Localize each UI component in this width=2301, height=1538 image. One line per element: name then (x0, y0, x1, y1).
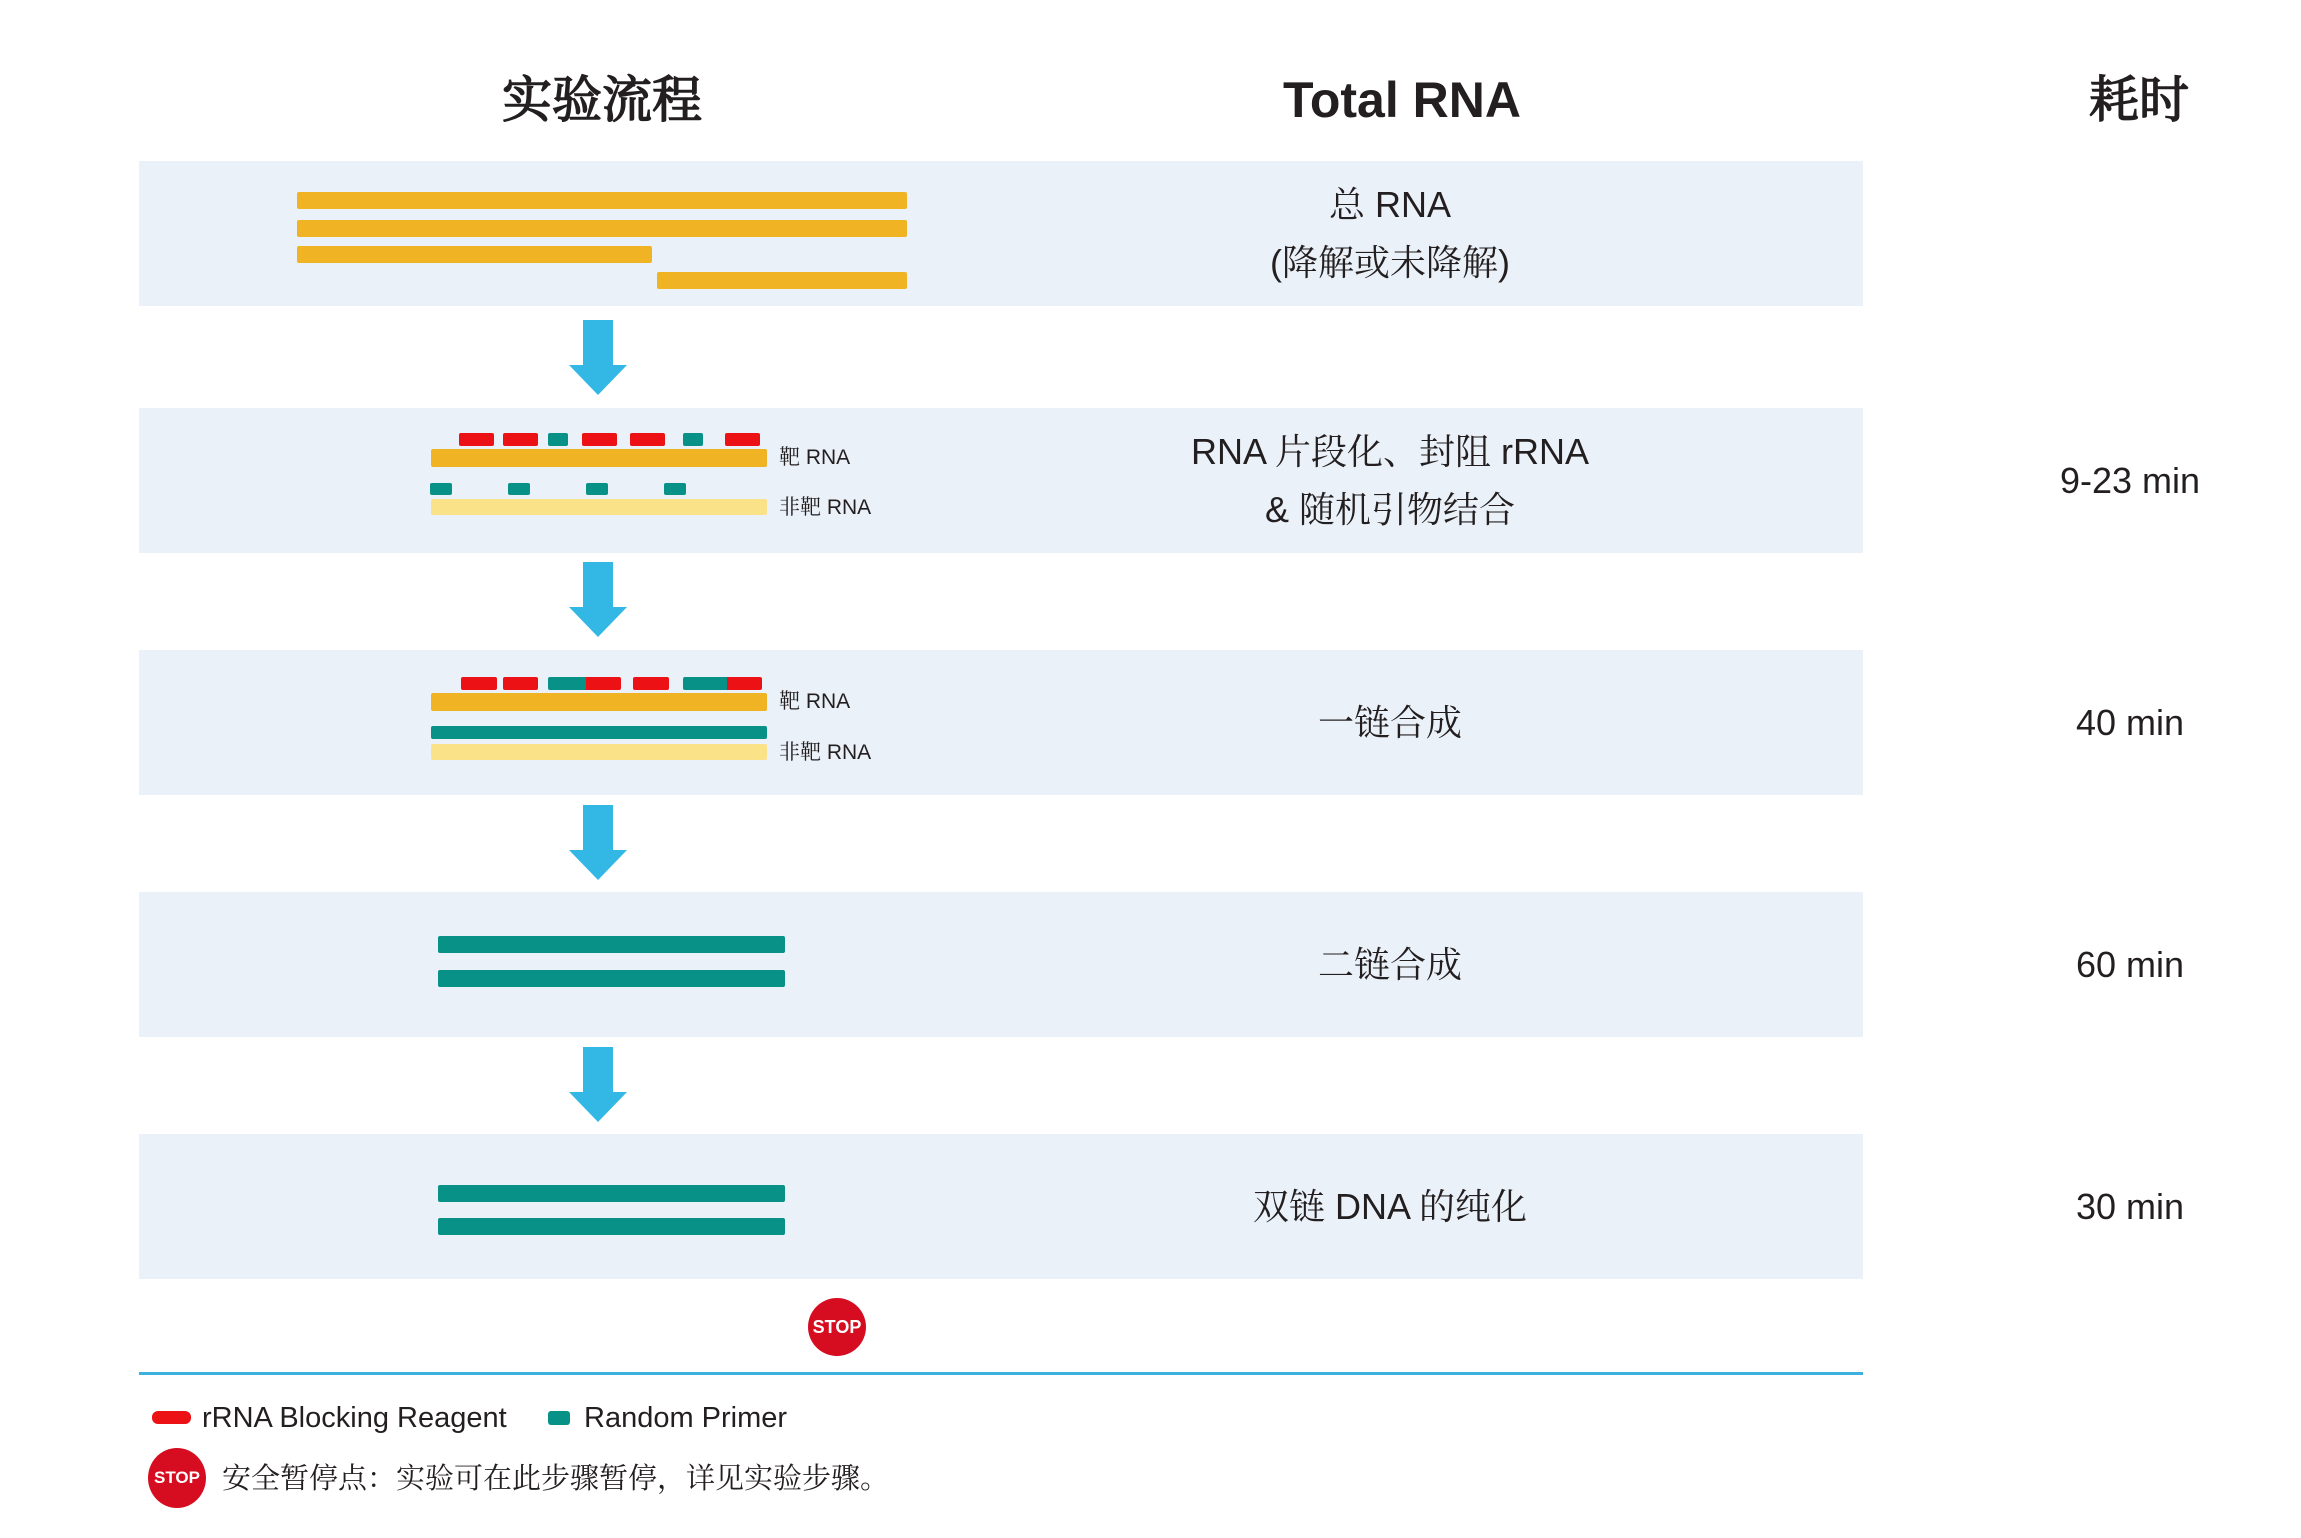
step-description (950, 408, 1830, 553)
total-rna-bar-degraded (657, 272, 907, 289)
non-target-rna-label: 非靶 RNA (779, 496, 872, 519)
target-rna-bar (431, 693, 767, 711)
arrow-shaft (583, 805, 613, 851)
rrna-blocking-fragment (725, 433, 760, 446)
arrow-head (569, 607, 627, 637)
total-rna-bar (297, 220, 907, 237)
random-primer-fragment (683, 677, 727, 690)
rrna-blocking-fragment (503, 677, 538, 690)
step-description-line: 一链合成 (1317, 701, 1462, 743)
random-primer-swatch (548, 1411, 570, 1425)
stop-icon (808, 1298, 866, 1356)
rrna-blocking-fragment (461, 677, 497, 690)
header-total-rna: Total RNA (1283, 72, 1521, 128)
rrna-blocking-fragment (633, 677, 669, 690)
non-target-rna-bar (431, 744, 767, 760)
random-primer-fragment (430, 483, 452, 495)
step-description-line: RNA 片段化、封阻 rRNA (1190, 430, 1590, 472)
down-arrow-icon (569, 805, 627, 880)
legend-label-random-primer: Random Primer (584, 1402, 788, 1434)
step-time: 60 min (2075, 943, 2185, 985)
ds-dna-bar (438, 1185, 785, 1202)
stop-icon-text: STOP (154, 1468, 200, 1487)
step-description-line: 二链合成 (1317, 943, 1462, 985)
random-primer-fragment (664, 483, 686, 495)
stop-icon (148, 1448, 206, 1508)
random-primer-fragment (548, 433, 568, 446)
down-arrow-icon (569, 1047, 627, 1122)
first-strand-cdna-bar (431, 726, 767, 739)
arrow-shaft (583, 1047, 613, 1093)
safe-stop-note: 安全暂停点：实验可在此步骤暂停，详见实验步骤。 (222, 1463, 890, 1495)
total-rna-bar-degraded (297, 246, 652, 263)
separator-line (139, 1372, 1863, 1375)
step-description-line: (降解或未降解) (1270, 241, 1510, 283)
arrow-shaft (583, 320, 613, 366)
arrow-head (569, 365, 627, 395)
arrow-head (569, 1092, 627, 1122)
non-target-rna-label: 非靶 RNA (779, 741, 872, 764)
random-primer-fragment (548, 677, 586, 690)
target-rna-label: 靶 RNA (779, 690, 851, 713)
random-primer-fragment (586, 483, 608, 495)
header-time: 耗时 (2089, 72, 2189, 128)
arrow-shaft (583, 562, 613, 608)
down-arrow-icon (569, 320, 627, 395)
step-description (950, 892, 1830, 1037)
step-description (950, 1134, 1830, 1279)
arrow-head (569, 850, 627, 880)
target-rna-bar (431, 449, 767, 467)
ds-dna-bar (438, 936, 785, 953)
down-arrow-icon (569, 562, 627, 637)
step-time: 40 min (2075, 701, 2185, 743)
target-rna-label: 靶 RNA (779, 446, 851, 469)
stop-icon-text: STOP (812, 1316, 862, 1337)
random-primer-fragment (508, 483, 530, 495)
step-description-line: 总 RNA (1328, 183, 1451, 225)
rrna-blocking-fragment (582, 433, 617, 446)
step-description (950, 161, 1830, 306)
header-flow: 实验流程 (502, 72, 702, 128)
rrna-blocking-fragment (459, 433, 494, 446)
rrna-blocking-fragment (630, 433, 665, 446)
non-target-rna-bar (431, 499, 767, 515)
rrna-blocking-fragment (727, 677, 762, 690)
step-time: 30 min (2075, 1185, 2185, 1227)
ds-dna-bar (438, 970, 785, 987)
rrna-blocking-fragment (503, 433, 538, 446)
rrna-blocking-reagent-swatch (152, 1411, 191, 1424)
rrna-blocking-fragment (586, 677, 621, 690)
step-description-line: 双链 DNA 的纯化 (1252, 1185, 1528, 1227)
legend-label-rrna-blocking: rRNA Blocking Reagent (202, 1402, 507, 1434)
step-time: 9-23 min (2059, 459, 2201, 501)
step-description-line: & 随机引物结合 (1264, 488, 1515, 530)
ds-dna-bar (438, 1218, 785, 1235)
random-primer-fragment (683, 433, 703, 446)
step-description (950, 650, 1830, 795)
total-rna-bar (297, 192, 907, 209)
